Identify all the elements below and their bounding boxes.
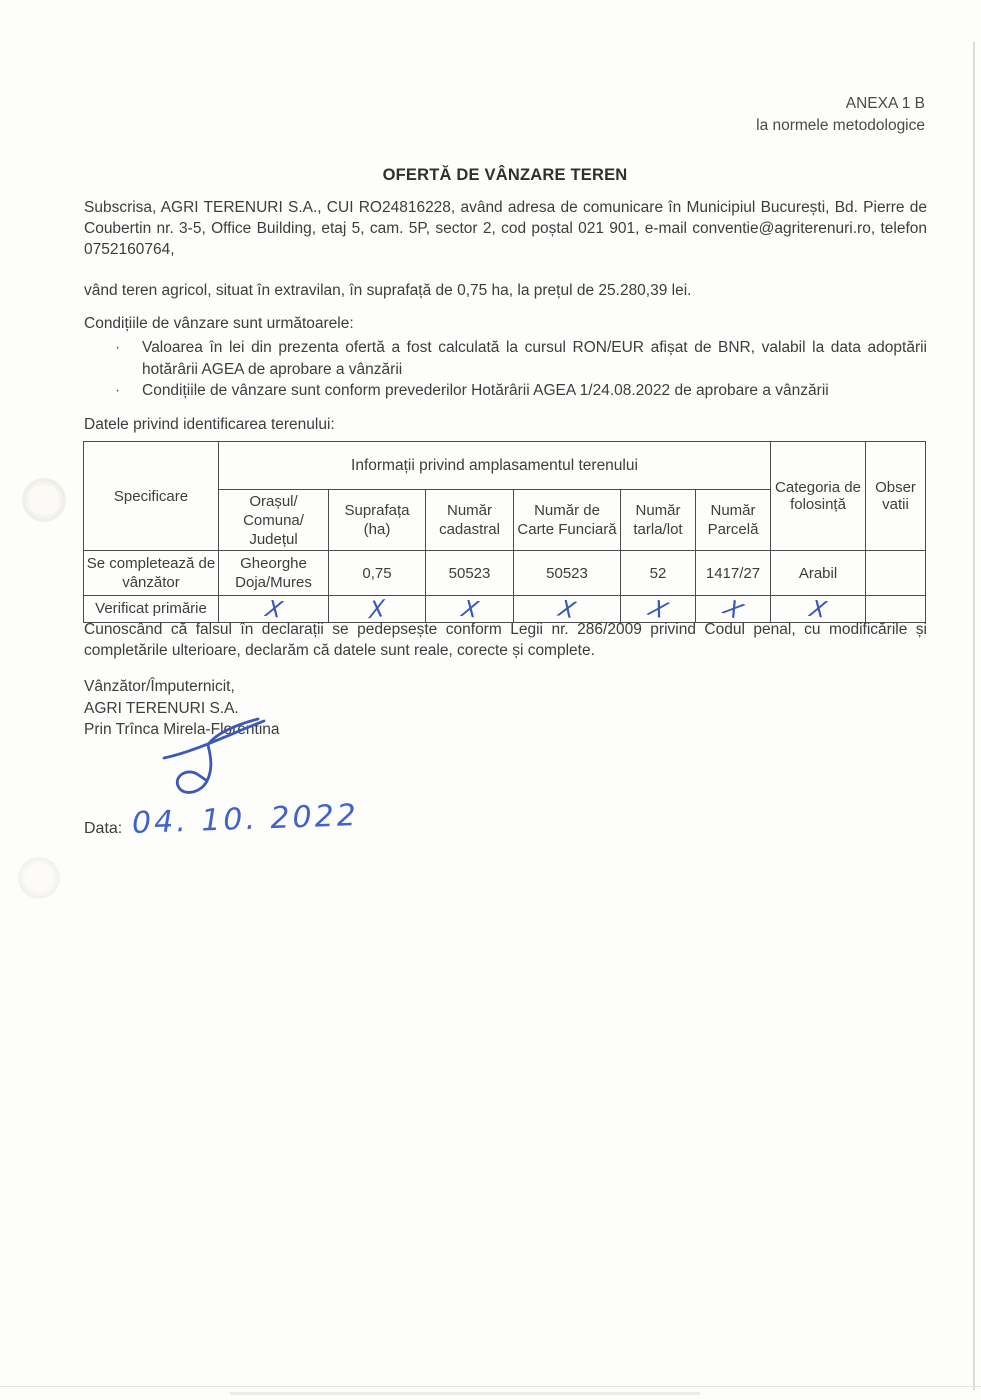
row-label-verify: Verificat primărie [84,596,219,623]
land-identification-table [83,441,926,623]
date-label: Data: [84,820,123,837]
bullet-marker: · [115,382,121,399]
handwritten-x-mark: X [262,595,285,624]
col-header-info: Informații privind amplasamentul terenului [219,442,771,490]
cell-carte-funciara: 50523 [514,551,621,596]
annex-sublabel: la normele metodologice [756,116,925,134]
row-label-seller: Se completează de vânzător [84,551,219,596]
signer-company: AGRI TERENURI S.A. [84,699,239,717]
cell-suprafata: 0,75 [329,551,426,596]
handwritten-x-mark: X [458,595,481,624]
document-title: OFERTĂ DE VÂNZARE TEREN [382,166,628,184]
conditions-heading: Condițiile de vânzare sunt următoarele: [84,315,354,332]
scan-edge-shadow [230,1392,700,1395]
col-header-observatii: Obser vatii [866,442,926,551]
subheader-suprafata: Suprafața (ha) [329,490,426,551]
subheader-parcela: Număr Parcelă [696,490,771,551]
scan-edge-line [973,42,975,1390]
handwritten-x-mark: X [368,595,386,624]
signature-scribble [150,716,280,801]
cell-categoria: Arabil [771,551,866,596]
handwritten-x-mark: X [556,595,578,624]
conditions-list [84,337,927,402]
subheader-carte-funciara: Număr de Carte Funciară [514,490,621,551]
condition-text: Condițiile de vânzare sunt conform prevederilor Hotărârii AGEA 1/24.08.2022 de aprobare a vânzării [142,382,829,399]
seller-data-row [84,551,926,596]
cell-tarla: 52 [621,551,696,596]
annex-label: ANEXA 1 B [845,95,925,112]
intro-paragraph: Subscrisa, AGRI TERENURI S.A., CUI RO24816228, având adresa de comunicare în Municipiul București, Bd. Pierre de Coubertin nr. 3-5, Office Building, etaj 5, cam. 5P, sector 2, cod poștal 021 901, e-mail conventie@agriterenuri.ro, telefon 0752160764, [84,199,927,258]
handwritten-x-mark: X [807,595,829,624]
hole-punch-icon [18,857,60,899]
handwritten-x-mark: X [718,595,748,624]
declaration-paragraph: Cunoscând că falsul în declarații se pedepsește conform Legii nr. 286/2009 privind Codul penal, cu modificările și completările ulterioare, declarăm că datele sunt reale, corecte și complete. [84,621,927,659]
hole-punch-icon [22,478,66,522]
condition-text: Valoarea în lei din prezenta ofertă a fost calculată la cursul RON/EUR afișat de BNR, valabil la data adoptării hotărârii AGEA de aprobare a vânzării [142,339,927,378]
signer-name: Prin Trînca Mirela-Florentina [84,721,280,738]
handwritten-x-mark: X [644,595,672,624]
condition-item [84,380,927,402]
condition-item [84,337,927,380]
subheader-cadastral: Număr cadastral [426,490,514,551]
subheader-tarla: Număr tarla/lot [621,490,696,551]
cell-observatii [866,551,926,596]
table-heading: Datele privind identificarea terenului: [84,416,335,433]
cell-parcela: 1417/27 [696,551,771,596]
offer-paragraph: vând teren agricol, situat în extravilan, în suprafață de 0,75 ha, la prețul de 25.280,39 lei. [84,282,692,299]
bullet-marker: · [115,339,121,356]
col-header-categoria: Categoria de folosință [771,442,866,551]
annex-header [756,93,925,136]
handwritten-date: 04. 10. 2022 [131,798,360,841]
subheader-orasul: Orașul/ Comuna/ Județul [219,490,329,551]
date-row [84,798,360,841]
cell-cadastral: 50523 [426,551,514,596]
scan-edge-line [0,1386,981,1387]
col-header-specificare: Specificare [84,442,219,551]
cell-orasul: Gheorghe Doja/Mures [219,551,329,596]
signer-role: Vânzător/Împuternicit, [84,678,235,695]
